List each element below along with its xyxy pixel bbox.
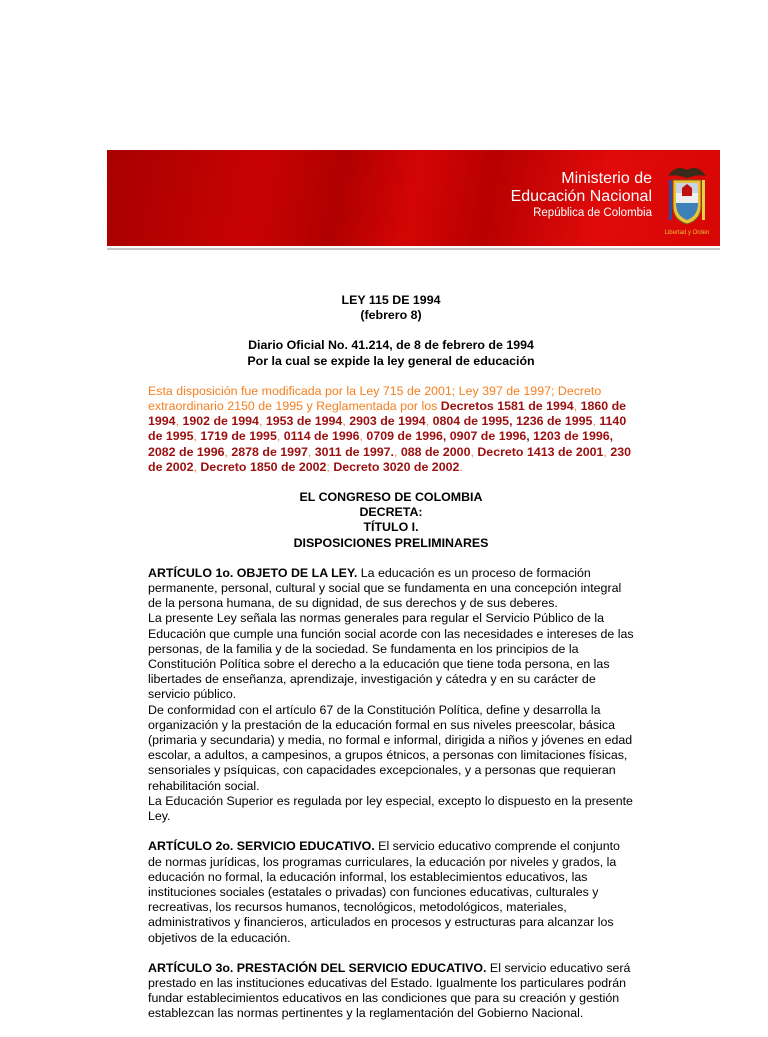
- decree-link[interactable]: Decreto 1413 de 2001: [477, 444, 604, 459]
- article-1-text-3: De conformidad con el artículo 67 de la Constitución Política, define y desarrolla la organización y la prestación de la educación formal en sus niveles preescolar, básica (primaria y secundaria) y media, no formal e informal, dirigida a niños y jóvenes en edad escolar, a adultos, a campesinos, a grupos étnicos, a personas con limitaciones físicas, sensoriales y psíquicas, con capacidades excepcionales, y a personas que requieran rehabilitación social.: [148, 702, 633, 793]
- decree-link[interactable]: Decreto 1850 de 2002: [200, 459, 327, 474]
- brand-line-3: República de Colombia: [533, 206, 652, 219]
- law-header: [148, 293, 634, 323]
- title-name-line: DISPOSICIONES PRELIMINARES: [293, 535, 489, 550]
- decree-link[interactable]: Decretos 1581 de 1994: [440, 399, 574, 414]
- separator: ,: [592, 414, 600, 429]
- article-2-heading: ARTÍCULO 2o. SERVICIO EDUCATIVO.: [148, 839, 375, 854]
- law-subheader: [148, 338, 634, 368]
- law-title: LEY 115 DE 1994: [341, 293, 441, 307]
- article-1: [148, 566, 634, 824]
- article-3: [148, 961, 634, 1022]
- modifications-note: [148, 384, 634, 475]
- decree-link[interactable]: 0114 de 1996: [283, 429, 360, 444]
- decree-link[interactable]: Decreto 3020 de 2002: [333, 459, 460, 474]
- decree-link[interactable]: 230 de 2002: [148, 444, 631, 474]
- article-3-heading: ARTÍCULO 3o. PRESTACIÓN DEL SERVICIO EDUCATIVO.: [148, 960, 487, 975]
- brand-line-2: Educación Nacional: [510, 188, 652, 206]
- ministry-brand: [511, 170, 652, 220]
- article-3-text: El servicio educativo será prestado en las instituciones educativas del Estado. Igualmente los particulares podrán fundar establecimientos educativos en las condiciones que para su creación y gestión establezcan las normas pertinentes y la reglamentación del Gobierno Nacional.: [148, 960, 631, 1021]
- note-intro: Esta disposición fue modificada por la Ley 715 de 2001; Ley 397 de 1997; Decreto extraordinario 2150 de 1995 y Reglamentada por los: [148, 383, 602, 414]
- law-date: (febrero 8): [360, 308, 422, 323]
- separator: ,: [425, 414, 433, 429]
- separator: ,: [342, 414, 350, 429]
- decree-link[interactable]: 2878 de 1997: [231, 444, 308, 459]
- separator: ,: [470, 444, 478, 459]
- separator: ,: [393, 444, 401, 459]
- decree-link[interactable]: 088 de 2000: [400, 444, 471, 459]
- separator: ,: [276, 429, 284, 444]
- separator: ,: [307, 444, 315, 459]
- separator: ,: [359, 429, 367, 444]
- coat-of-arms-icon: [664, 162, 710, 238]
- decree-link[interactable]: 1719 de 1995: [200, 429, 277, 444]
- svg-text:Libertad y Orden: Libertad y Orden: [664, 230, 710, 236]
- titulo-line: TÍTULO I.: [363, 520, 419, 535]
- article-1-text-1: La educación es un proceso de formación permanente, personal, cultural y social que se fundamenta en una concepción integral de la persona humana, de su dignidad, de sus derechos y de sus deberes.: [148, 565, 622, 611]
- decree-heading: [148, 490, 634, 551]
- decree-link[interactable]: 1140 de 1995: [148, 414, 627, 444]
- ministry-banner: [107, 150, 720, 246]
- banner-divider: [107, 248, 720, 250]
- article-2-text: El servicio educativo comprende el conjunto de normas jurídicas, los programas curriculares, la educación por niveles y grados, la educación no formal, la educación informal, los establecimientos educativos, las instituciones sociales (estatales o privadas) con funciones educativas, culturales y recreativas, los recursos humanos, tecnológicos, metodológicos, materiales, administrativos y financieros, articulados en procesos y estructuras para alcanzar los objetivos de la educación.: [148, 839, 620, 945]
- decree-link[interactable]: 2903 de 1994: [349, 414, 426, 429]
- decree-link[interactable]: 0804 de 1995, 1236 de 1995: [432, 414, 593, 429]
- diario-oficial: Diario Oficial No. 41.214, de 8 de febrero de 1994: [248, 338, 534, 353]
- decreta-line: DECRETA:: [359, 505, 423, 520]
- decree-link[interactable]: 1902 de 1994: [182, 414, 259, 429]
- congress-line: EL CONGRESO DE COLOMBIA: [299, 490, 483, 505]
- separator: ,: [258, 414, 266, 429]
- document-body: [148, 293, 634, 1037]
- separator: ,: [193, 429, 201, 444]
- article-1-heading: ARTÍCULO 1o. OBJETO DE LA LEY.: [148, 565, 358, 580]
- article-2: [148, 839, 634, 945]
- separator: ,: [193, 459, 201, 474]
- article-1-text-2: La presente Ley señala las normas generales para regular el Servicio Público de la Educación que cumple una función social acorde con las necesidades e intereses de las personas, de la familia y de la sociedad. Se fundamenta en los principios de la Constitución Política sobre el derecho a la educación que tiene toda persona, en las libertades de enseñanza, aprendizaje, investigación y cátedra y en su carácter de servicio público.: [148, 611, 634, 702]
- decree-link[interactable]: 0709 de 1996, 0907 de 1996, 1203 de 1996, 2082 de 1996: [148, 429, 614, 459]
- separator: ,: [175, 414, 183, 429]
- decree-link[interactable]: 3011 de 1997.: [314, 444, 394, 459]
- decree-link[interactable]: 1860 de 1994: [148, 399, 627, 429]
- article-1-text-4: La Educación Superior es regulada por ley especial, excepto lo dispuesto en la presente Ley.: [148, 793, 633, 824]
- separator: ,: [224, 444, 232, 459]
- separator: .: [459, 459, 463, 474]
- brand-line-1: Ministerio de: [561, 170, 652, 187]
- law-subject: Por la cual se expide la ley general de educación: [247, 353, 535, 368]
- decree-link[interactable]: 1953 de 1994: [265, 414, 343, 429]
- separator: ;: [326, 459, 334, 474]
- separator: ,: [603, 444, 611, 459]
- separator: ,: [573, 399, 581, 414]
